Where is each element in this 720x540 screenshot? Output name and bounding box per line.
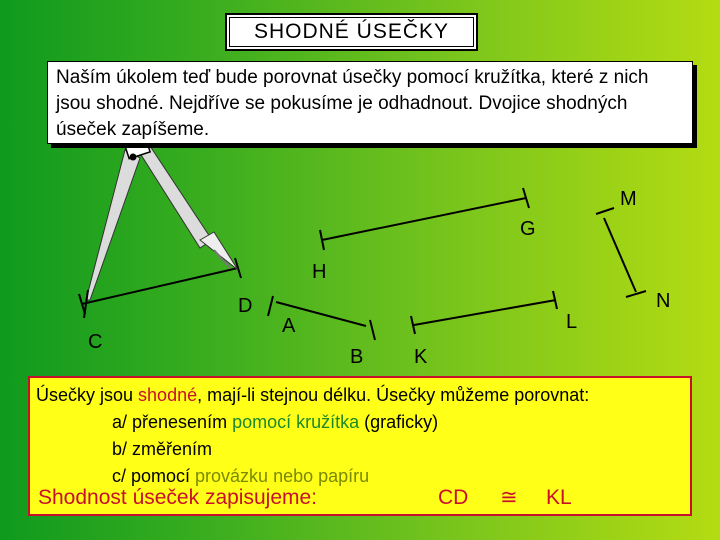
notation-right: KL (546, 486, 572, 509)
definition-highlight: shodné (138, 385, 198, 405)
label-l: L (566, 311, 578, 333)
method-b-text: b/ změřením (112, 439, 213, 459)
info-box (28, 376, 692, 516)
method-a-highlight: pomocí kružítka (232, 412, 360, 432)
label-n: N (656, 290, 671, 312)
compass-icon (84, 123, 238, 318)
method-a (36, 409, 684, 436)
segment-kl (411, 291, 557, 334)
congruence-symbol: ≅ (500, 486, 518, 509)
method-c-text: c/ pomocí (112, 466, 196, 486)
method-a-text-end: (graficky) (359, 412, 439, 432)
definition-line (36, 382, 684, 409)
label-a: A (282, 315, 296, 337)
notation-label: Shodnost úseček zapisujeme: (38, 486, 317, 509)
label-h: H (312, 261, 327, 283)
label-d: D (238, 295, 253, 317)
page-title: SHODNÉ ÚSEČKY (225, 13, 478, 51)
label-m: M (620, 188, 637, 210)
definition-text: Úsečky jsou (36, 385, 139, 405)
method-c-highlight: provázku nebo papíru (195, 466, 370, 486)
segment-gh (320, 188, 529, 250)
method-a-text: a/ přenesením (112, 412, 233, 432)
label-c: C (88, 331, 103, 353)
segment-cd (79, 258, 241, 314)
notation-line (38, 484, 678, 514)
label-k: K (414, 346, 428, 368)
definition-text-end: , mají-li stejnou délku. Úsečky můžeme porovnat: (197, 385, 590, 405)
intro-text: Naším úkolem teď bude porovnat úsečky pomocí kružítka, které z nich jsou shodné. Nejdříve se pokusíme je odhadnout. Dvojice shodných úseček zapíšeme. (47, 61, 693, 144)
label-b: B (350, 346, 364, 368)
notation-left: CD (438, 486, 469, 509)
method-b (36, 436, 684, 463)
segment-mn (596, 208, 646, 297)
label-g: G (520, 218, 536, 240)
